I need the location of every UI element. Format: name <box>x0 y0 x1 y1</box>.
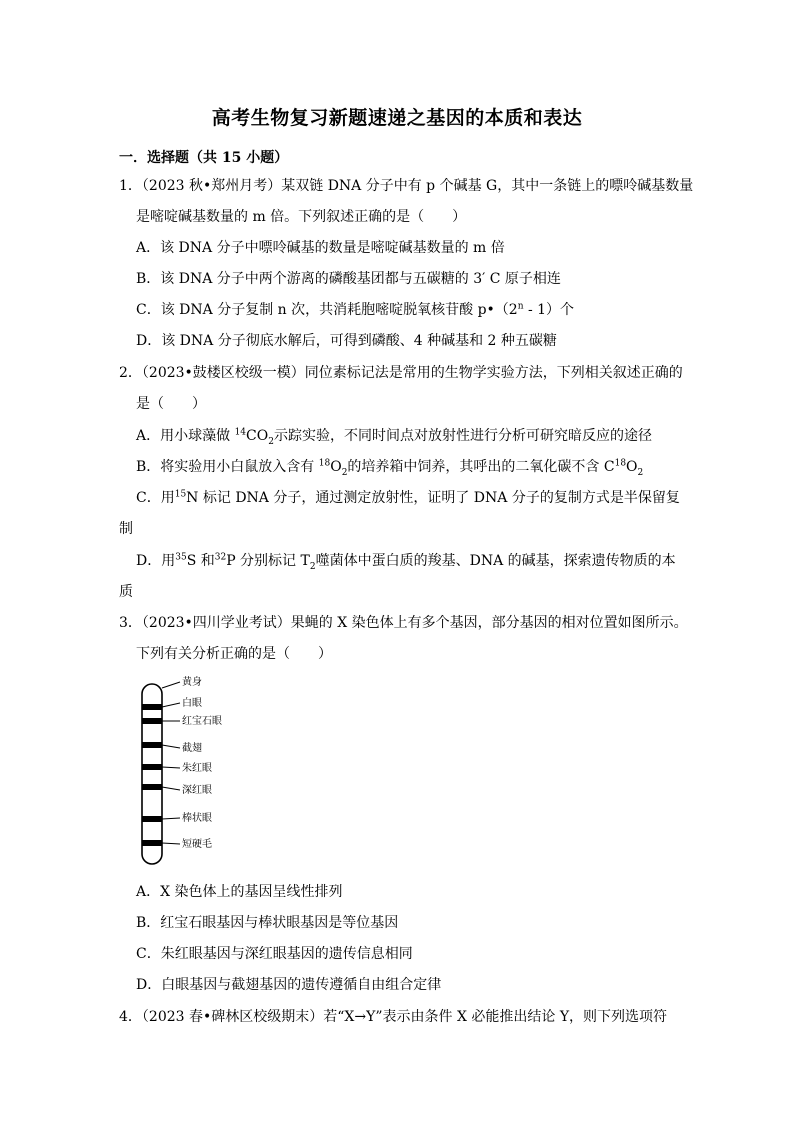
question-2-option-d-cont: 质 <box>119 584 133 600</box>
question-1-option-b: B．该 DNA 分子中两个游离的磷酸基团都与五碳糖的 3′ C 原子相连 <box>136 271 561 287</box>
gene-band <box>142 816 162 822</box>
gene-label-white-eye: 白眼 <box>182 698 202 709</box>
question-1-option-c: C．该 DNA 分子复制 n 次，共消耗胞嘧啶脱氧核苷酸 p•（2$^n$ - 1）个 <box>136 301 575 318</box>
question-4-stem: 4．（2023 春•碑林区校级期末）若“X→Y”表示由条件 X 必能推出结论 Y，则下列选项符 <box>119 1009 668 1025</box>
question-2-option-b: B．将实验用小白鼠放入含有 $^{18}O_2$的培养箱中饲养，其呼出的二氧化碳不含 $C^{18}O_2$ <box>136 458 644 478</box>
question-3-option-c: C．朱红眼基因与深红眼基因的遗传信息相同 <box>136 946 413 962</box>
question-1-stem: 1．（2023 秋•郑州月考）某双链 DNA 分子中有 p 个碱基 G，其中一条链上的嘌呤碱基数量 <box>119 178 694 194</box>
question-3-stem-cont: 下列有关分析正确的是（ ） <box>136 646 332 662</box>
gene-label-vermilion-eye: 朱红眼 <box>182 763 212 774</box>
gene-band <box>142 784 162 790</box>
question-3-option-d: D．白眼基因与截翅基因的遗传遵循自由组合定律 <box>136 977 442 993</box>
gene-label-carmine-eye: 深红眼 <box>182 785 212 796</box>
question-3-option-a: A．X 染色体上的基因呈线性排列 <box>136 884 343 900</box>
chromosome-body <box>142 684 162 864</box>
question-2-stem: 2．（2023•鼓楼区校级一模）同位素标记法是常用的生物学实验方法，下列相关叙述正确的 <box>119 365 683 381</box>
gene-label-short-bristle: 短硬毛 <box>182 839 212 850</box>
gene-band <box>142 840 162 846</box>
question-2-option-a: A．用小球藻做 $^{14}CO_2$示踪实验，不同时间点对放射性进行分析可研究暗反应的途径 <box>136 427 652 447</box>
question-2-stem-cont: 是（ ） <box>136 396 206 412</box>
label-leader-lines <box>162 682 180 844</box>
section-heading: 一．选择题（共 15 小题） <box>119 150 289 166</box>
gene-band <box>142 764 162 770</box>
question-2-option-d: D．用$^{35}$S 和$^{32}$P 分别标记 $T_2$噬菌体中蛋白质的羧基、DNA 的碱基，探索遗传物质的本 <box>136 552 676 572</box>
gene-band <box>142 718 162 724</box>
question-1-option-d: D．该 DNA 分子彻底水解后，可得到磷酸、4 种碱基和 2 种五碳糖 <box>136 333 557 349</box>
question-2-option-c-cont: 制 <box>119 521 133 537</box>
gene-label-ruby-eye: 红宝石眼 <box>182 716 222 727</box>
question-2-option-c: C．用$^{15}$N 标记 DNA 分子，通过测定放射性，证明了 DNA 分子的复制方式是半保留复 <box>136 489 680 506</box>
question-3-stem: 3．（2023•四川学业考试）果蝇的 X 染色体上有多个基因，部分基因的相对位置如图所示。 <box>119 615 688 631</box>
question-1-option-a: A．该 DNA 分子中嘌呤碱基的数量是嘧啶碱基数量的 m 倍 <box>136 240 505 256</box>
page-title: 高考生物复习新题速递之基因的本质和表达 <box>211 107 583 129</box>
gene-label-yellow-body: 黄身 <box>182 677 202 688</box>
gene-label-cut-wing: 截翅 <box>182 743 202 754</box>
x-chromosome-diagram <box>130 670 250 875</box>
question-1-stem-cont: 是嘧啶碱基数量的 m 倍。下列叙述正确的是（ ） <box>136 209 467 225</box>
gene-label-bar-eye: 棒状眼 <box>182 813 212 824</box>
gene-band <box>142 742 162 748</box>
question-3-option-b: B．红宝石眼基因与棒状眼基因是等位基因 <box>136 915 399 931</box>
gene-band <box>142 704 162 710</box>
